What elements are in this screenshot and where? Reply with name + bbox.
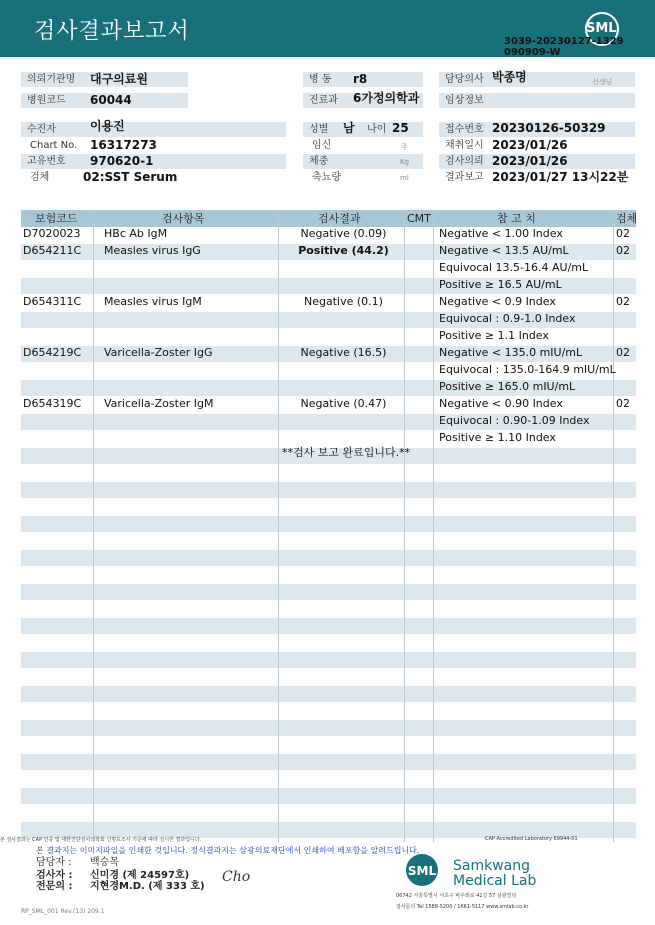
sml-logo-text: SML [586,21,617,36]
signature: Cho [222,869,251,885]
dept-label: 진료과 [303,93,423,108]
reference-range: Positive ≥ 1.1 Index [439,329,549,342]
form-code: RP_SML_001 Rev.(13) 209.1 [21,908,105,915]
reporter-value: 백승목 [90,857,119,868]
request-label: 검사의뢰 [439,154,635,169]
sex-label: 성별 [303,122,423,137]
weight-unit: Kg [400,158,410,166]
doctor-suffix: 선생님 [592,78,613,86]
cap-accreditation: CAP Accredited Laboratory 69944-01 [485,836,578,842]
reference-range: Positive ≥ 165.0 mIU/mL [439,380,576,393]
document-id: 3039-20230127-1329 090909-W [504,36,624,58]
reference-range: Equivocal : 0.90-1.09 Index [439,414,590,427]
report-value: 2023/01/27 13시22분 [492,170,629,184]
specimen-value: 02:SST Serum [83,170,178,184]
test-result: Negative (0.47) [300,397,387,410]
examinee-label: 수진자 [21,122,286,137]
row-band [21,516,636,532]
lab-name: Samkwang Medical Lab [453,858,537,889]
reference-range: Equivocal : 0.9-1.0 Index [439,312,576,325]
clinical-info-label: 임상정보 [439,93,635,108]
header-code: 보험코드 [35,212,78,225]
ward-value: r8 [353,72,368,86]
specimen-code: 02 [616,295,630,308]
receipt-label: 접수번호 [439,122,635,137]
institution-value: 대구의료원 [90,72,148,86]
specimen-code: 02 [616,244,630,257]
row-band [21,720,636,736]
pregnancy-unit: 주 [401,143,408,151]
test-item: HBc Ab IgM [104,227,168,240]
specimen-code: 02 [616,397,630,410]
chart-label: Chart No. [30,140,78,151]
receipt-value: 20230126-50329 [492,121,606,135]
insurance-code: D654211C [23,244,82,257]
header-cmt: CMT [407,212,431,225]
reference-range: Negative < 1.00 Index [439,227,563,240]
collect-value: 2023/01/26 [492,138,568,152]
insurance-code: D654319C [23,397,82,410]
doctor-label: 담당의사 [439,72,635,87]
row-band [21,550,636,566]
row-band [21,618,636,634]
inspector-value: 신미경 (제 24597호) [90,870,190,881]
unique-value: 970620-1 [90,154,154,168]
row-band [21,686,636,702]
test-item: Measles virus IgM [104,295,202,308]
unique-label: 고유번호 [21,154,286,169]
reporter-label: 담당자 : [36,857,72,868]
weight-label: 체중 [303,154,423,169]
age-label: 나이 [367,124,387,135]
reference-range: Negative < 135.0 mIU/mL [439,346,583,359]
lab-contact: 검사문의 Tel 1588-5200 / 1661-5117 www.smlab.co.kr [396,904,529,910]
footer-notice: 본 결과지는 이미지파일을 인쇄한 것입니다. 정식결과지는 삼광의료재단에서 인쇄하여 배포함을 알려드립니다. [36,846,420,855]
ward-label: 병 동 [303,72,423,87]
sex-value: 남 [343,121,355,135]
hospital-code-value: 60044 [90,93,132,107]
row-band [21,482,636,498]
test-result: Negative (0.1) [304,295,383,308]
request-value: 2023/01/26 [492,154,568,168]
report-label: 결과보고 [445,172,484,183]
insurance-code: D654219C [23,346,82,359]
doctor-value: 박종명 [492,70,527,84]
chart-value: 16317273 [90,138,157,152]
test-result: Negative (16.5) [300,346,387,359]
specimen-code: 02 [616,227,630,240]
insurance-code: D7020023 [23,227,81,240]
reference-range: Negative < 0.90 Index [439,397,563,410]
lab-address: 06742 서울특별시 서초구 바우뫼로 41길 57 삼광빌딩 [396,893,517,899]
insurance-code: D654311C [23,295,82,308]
test-result: Negative (0.09) [300,227,387,240]
row-band [21,584,636,600]
examinee-value: 이용진 [90,119,125,133]
reference-range: Equivocal 13.5-16.4 AU/mL [439,261,589,274]
reference-range: Equivocal : 135.0-164.9 mIU/mL [439,363,616,376]
test-item: Varicella-Zoster IgG [104,346,213,359]
hospital-code-label: 병원코드 [21,93,188,108]
test-result: Positive (44.2) [298,244,389,257]
row-band [21,754,636,770]
samkwang-logo-icon [404,852,440,888]
collect-label: 채취일시 [445,140,484,151]
inspector-label: 검사자 : [36,870,73,881]
reference-range: Negative < 0.9 Index [439,295,556,308]
header-result: 검사결과 [318,212,361,225]
test-item: Measles virus IgG [104,244,201,257]
svg-text:SML: SML [407,864,437,878]
urine-label: 축뇨량 [312,172,341,183]
reference-range: Positive ≥ 1.10 Index [439,431,556,444]
reference-range: Positive ≥ 16.5 AU/mL [439,278,562,291]
reference-range: Negative < 13.5 AU/mL [439,244,569,257]
urine-unit: ml [400,174,409,182]
dept-value: 6가정의학과 [353,91,420,105]
test-item: Varicella-Zoster IgM [104,397,214,410]
report-title: 검사결과보고서 [34,19,190,44]
institution-label: 의뢰기관명 [21,72,188,87]
header-item: 검사항목 [162,212,205,225]
header-specimen: 검체 [616,212,638,225]
header-reference: 참 고 치 [497,212,536,225]
specimen-code: 02 [616,346,630,359]
footer-small-note: 본 검사결과는 CAP 인증 및 대한진단검사의학회 신빙도조사 기준에 따라 실시한 결과입니다. [0,837,202,843]
specimen-label: 검체 [30,172,50,183]
pregnancy-label: 임신 [312,140,332,151]
row-band [21,788,636,804]
row-band [21,652,636,668]
age-value: 25 [392,121,409,135]
specialist-label: 전문의 : [36,881,73,892]
report-complete-note: **검사 보고 완료입니다.** [282,446,411,459]
specialist-value: 지현경M.D. (제 333 호) [90,881,205,892]
